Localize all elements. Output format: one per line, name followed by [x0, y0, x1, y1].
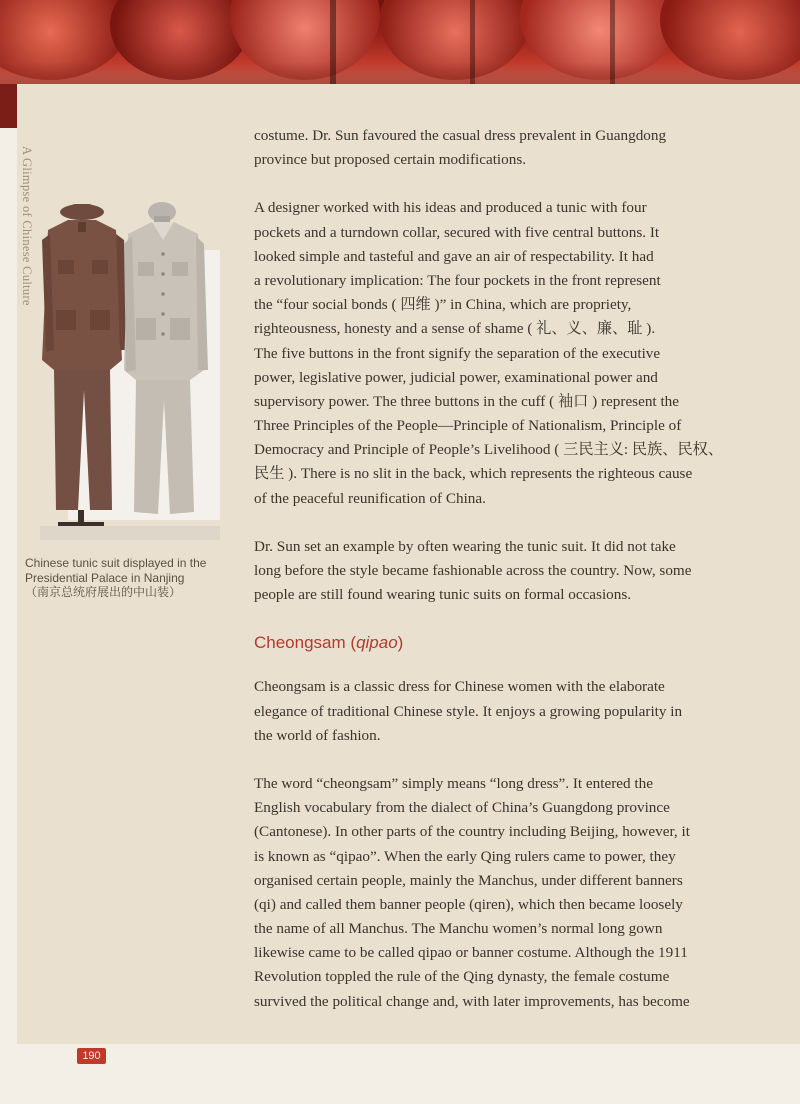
tunic-suit-photo — [40, 200, 220, 540]
text-line: the “four social bonds ( 四维 )” in China, which are propriety, — [254, 296, 632, 314]
caption-line: （南京总统府展出的中山装） — [25, 585, 182, 599]
text-line: supervisory power. The three buttons in the cuff ( 袖口 ) represent the — [254, 392, 679, 410]
paragraph — [254, 772, 754, 1014]
text-line: of the peaceful reunification of China. — [254, 489, 486, 507]
text-line: costume. Dr. Sun favoured the casual dress prevalent in Guangdong — [254, 127, 667, 144]
text-line: pockets and a turndown collar, secured with five central buttons. It — [254, 223, 660, 241]
paragraph — [254, 535, 754, 608]
page-number: 190 — [77, 1048, 106, 1064]
text-line: the world of fashion. — [254, 726, 381, 744]
banner-edge — [0, 84, 17, 128]
text-line: survived the political change and, with later improvements, has become — [254, 992, 690, 1010]
text-line: Three Principles of the People—Principle of Nationalism, Principle of — [254, 417, 682, 435]
text-line: a revolutionary implication: The four pockets in the front represent — [254, 271, 661, 289]
running-head — [19, 146, 39, 306]
text-line: righteousness, honesty and a sense of shame ( 礼、义、廉、耻 ). — [254, 320, 656, 338]
text-line: (Cantonese). In other parts of the country including Beijing, however, it — [254, 823, 690, 841]
heading-main: Cheongsam ( — [254, 633, 357, 653]
text-line: (qi) and called them banner people (qiren), which then became loosely — [254, 895, 683, 913]
text-line: likewise came to be called qipao or banner costume. Although the 1911 — [254, 944, 688, 962]
text-line: is known as “qipao”. When the early Qing rulers came to power, they — [254, 847, 676, 865]
paragraph — [254, 124, 754, 172]
text-line: Cheongsam is a classic dress for Chinese women with the elaborate — [254, 678, 665, 696]
text-line: 民生 ). There is no slit in the back, which represents the righteous cause — [254, 465, 693, 483]
caption-line: Chinese tunic suit displayed in the — [25, 556, 207, 570]
section-heading — [254, 631, 754, 655]
running-head-text: A Glimpse of Chinese Culture — [20, 146, 34, 306]
text-line: A designer worked with his ideas and produced a tunic with four — [254, 199, 647, 217]
text-line: long before the style became fashionable across the country. Now, some — [254, 562, 692, 579]
text-line: province but proposed certain modifications. — [254, 151, 527, 169]
text-line: the name of all Manchus. The Manchu women’s normal long gown — [254, 920, 663, 938]
paragraph — [254, 675, 754, 748]
text-line: The word “cheongsam” simply means “long dress”. It entered the — [254, 774, 653, 792]
body-text — [254, 124, 754, 1038]
text-line: English vocabulary from the dialect of China’s Guangdong province — [254, 799, 670, 817]
figure-caption — [25, 556, 230, 600]
text-line: people are still found wearing tunic suits on formal occasions. — [254, 586, 632, 604]
heading-close: ) — [397, 633, 404, 653]
paragraph — [254, 196, 754, 510]
text-line: Dr. Sun set an example by often wearing the tunic suit. It did not take — [254, 537, 676, 555]
text-line: looked simple and tasteful and gave an air of respectability. It had — [254, 247, 654, 265]
heading-italic: qipao — [356, 633, 398, 653]
text-line: power, legislative power, judicial power, examinational power and — [254, 368, 658, 386]
text-line: The five buttons in the front signify the separation of the executive — [254, 344, 661, 362]
header-banner-photo — [0, 0, 800, 84]
text-line: elegance of traditional Chinese style. It enjoys a growing popularity in — [254, 702, 683, 720]
caption-line: Presidential Palace in Nanjing — [25, 570, 185, 585]
text-line: organised certain people, mainly the Manchus, under different banners — [254, 871, 683, 889]
text-line: Revolution toppled the rule of the Qing dynasty, the female costume — [254, 968, 670, 986]
text-line: Democracy and Principle of People’s Livelihood ( 三民主义: 民族、民权、 — [254, 441, 724, 459]
